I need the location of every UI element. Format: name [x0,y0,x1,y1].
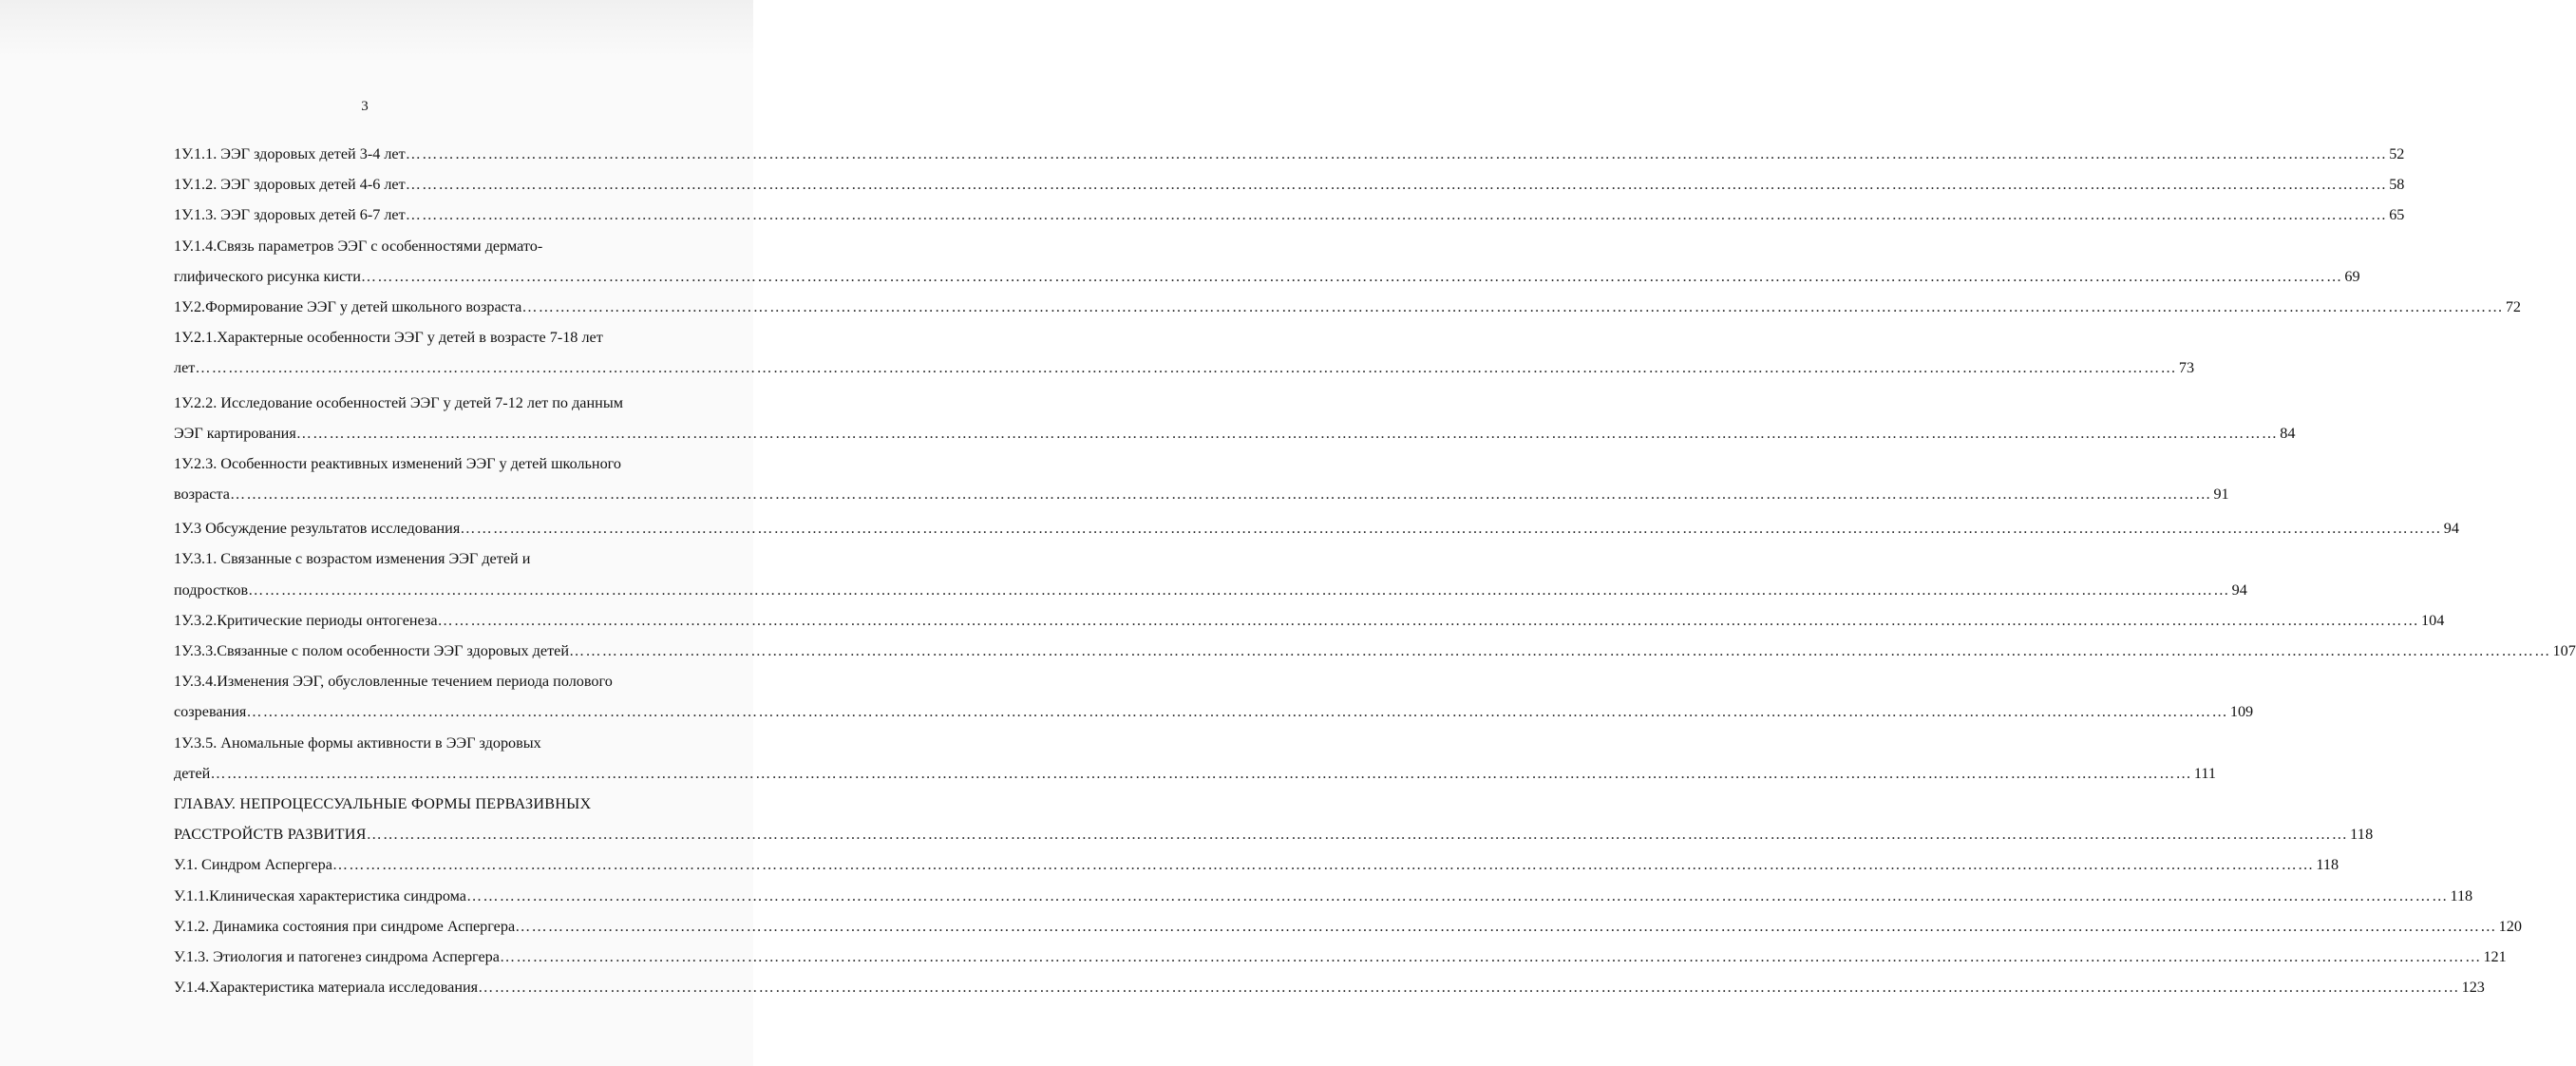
toc-entry-title: 1У.3.3.Связанные с полом особенности ЭЭГ здоровых детей [174,642,570,659]
toc-page-number: 109 [2229,703,2254,721]
dot-leader: ……………………………………………………………………………………………………………………………………………………………………………………………………………………………………………………………………………………………………………………………… [405,206,2388,224]
toc-page-number: 73 [2178,359,2195,377]
toc-entry-line [174,666,706,696]
toc-entry-continuation [174,575,2247,605]
toc-page-number: 118 [2350,826,2374,844]
dot-leader: ……………………………………………………………………………………………………………………………………………………………………………………………………………………………………………………………………………………………………………………………… [405,145,2388,162]
toc-entry-title: У.1.2. Динамика состояния при синдроме Аспергера [174,917,516,935]
toc-entry-title: 1У.2.3. Особенности реактивных изменений ЭЭГ у детей школьного [174,454,622,472]
toc-entry-continuation [174,758,2216,789]
toc-entry-title: 1У.1.4.Связь параметров ЭЭГ с особенностями дермато- [174,237,543,255]
dot-leader: ……………………………………………………………………………………………………………………………………………………………………………………………………………………………………………………………………………………………………………………………… [229,485,2212,504]
dot-leader: ……………………………………………………………………………………………………………………………………………………………………………………………………………………………………………………………………………………………………………………………… [210,764,2192,782]
toc-entry-title: 1У.1.3. ЭЭГ здоровых детей 6-7 лет [174,206,406,224]
dot-leader: ……………………………………………………………………………………………………………………………………………………………………………………………………………………………………………………………………………………………………………………………… [331,856,2315,874]
toc-page-number: 111 [2193,764,2216,782]
toc-page-number: 120 [2498,917,2522,935]
dot-leader: ……………………………………………………………………………………………………………………………………………………………………………………………………………………………………………………………………………………………………………………………… [515,917,2497,935]
toc-entry-title: 1У.3.1. Связанные с возрастом изменения ЭЭГ детей и [174,550,531,568]
toc-entry-title: 1У.3.2.Критические периоды онтогенеза [174,611,438,629]
dot-leader: ……………………………………………………………………………………………………………………………………………………………………………………………………………………………………………………………………………………………………………………………… [569,642,2551,659]
toc-page-number: 107 [2552,642,2576,659]
toc-entry-title: глифического рисунка кисти [174,267,361,285]
toc-entry-line [174,322,706,352]
toc-entry [174,605,2445,636]
toc-entry-title: 1У.3 Обсуждение результатов исследования [174,520,461,538]
toc-entry [174,139,2405,169]
dot-leader: ……………………………………………………………………………………………………………………………………………………………………………………………………………………………………………………………………………………………………………………………… [499,947,2482,965]
toc-page-number: 52 [2389,145,2405,162]
toc-entry-title: У.1. Синдром Аспергера [174,856,332,874]
toc-page-number: 118 [2316,856,2339,874]
toc-entry-title: 1У.2.Формирование ЭЭГ у детей школьного возраста [174,297,522,315]
scan-shadow [0,0,753,57]
toc-entry-line [174,388,706,418]
dot-leader: ……………………………………………………………………………………………………………………………………………………………………………………………………………………………………………………………………………………………………………………………… [465,886,2449,904]
toc-entry [174,972,2485,1002]
toc-page-number: 65 [2389,206,2405,224]
toc-entry [174,169,2405,200]
toc-entry [174,200,2405,230]
toc-page-number: 94 [2443,520,2459,538]
dot-leader: ……………………………………………………………………………………………………………………………………………………………………………………………………………………………………………………………………………………………………………………………… [478,979,2460,997]
chapter-heading-continuation [174,819,2374,849]
toc-entry-title: ГЛАВАУ. НЕПРОЦЕССУАЛЬНЫЕ ФОРМЫ ПЕРВАЗИВНЫХ [174,794,592,812]
table-of-contents [174,139,2576,1002]
toc-page-number: 72 [2505,297,2522,315]
toc-entry-title: детей [174,764,211,782]
toc-entry-title: 1У.1.2. ЭЭГ здоровых детей 4-6 лет [174,176,406,194]
dot-leader: ……………………………………………………………………………………………………………………………………………………………………………………………………………………………………………………………………………………………………………………………… [460,520,2442,538]
toc-entry-title: 1У.2.1.Характерные особенности ЭЭГ у детей в возрасте 7-18 лет [174,329,603,347]
toc-page-number: 84 [2280,424,2296,442]
toc-entry-title: созревания [174,703,247,721]
toc-entry-line [174,231,706,261]
dot-leader: ……………………………………………………………………………………………………………………………………………………………………………………………………………………………………………………………………………………………………………………………… [248,581,2230,599]
toc-entry-title: У.1.3. Этиология и патогенез синдрома Аспергера [174,947,500,965]
dot-leader: ……………………………………………………………………………………………………………………………………………………………………………………………………………………………………………………………………………………………………………………………… [521,297,2504,315]
toc-entry [174,881,2473,911]
dot-leader: ……………………………………………………………………………………………………………………………………………………………………………………………………………………………………………………………………………………………………………………………… [437,611,2420,629]
toc-entry-title: У.1.4.Характеристика материала исследования [174,979,479,997]
toc-entry-title: подростков [174,581,249,599]
dot-leader: ……………………………………………………………………………………………………………………………………………………………………………………………………………………………………………………………………………………………………………………………… [366,826,2349,844]
page-number: 3 [361,99,369,114]
toc-page-number: 118 [2450,886,2473,904]
dot-leader: ……………………………………………………………………………………………………………………………………………………………………………………………………………………………………………………………………………………………………………………………… [360,267,2343,285]
toc-entry [174,636,2576,666]
toc-entry-continuation [174,261,2360,292]
toc-entry-title: ЭЭГ картирования [174,424,296,442]
dot-leader: ……………………………………………………………………………………………………………………………………………………………………………………………………………………………………………………………………………………………………………………………… [405,176,2388,194]
toc-entry-line [174,728,706,758]
dot-leader: ……………………………………………………………………………………………………………………………………………………………………………………………………………………………………………………………………………………………………………………………… [246,703,2228,721]
toc-page-number: 104 [2421,611,2445,629]
toc-entry-continuation [174,696,2254,727]
toc-entry-continuation [174,418,2296,448]
toc-page-number: 123 [2461,979,2485,997]
toc-entry-title: 1У.1.1. ЭЭГ здоровых детей 3-4 лет [174,145,406,162]
toc-entry-title: РАССТРОЙСТВ РАЗВИТИЯ [174,826,367,844]
toc-page-number: 91 [2213,485,2229,504]
toc-entry-title: возраста [174,485,230,504]
toc-page-number: 121 [2483,947,2507,965]
toc-entry-title: лет [174,359,196,377]
toc-entry-line [174,448,706,479]
toc-entry-title: 1У.3.5. Аномальные формы активности в ЭЭГ здоровых [174,733,541,752]
toc-entry-line [174,543,706,574]
toc-page-number: 69 [2344,267,2360,285]
toc-entry-continuation [174,479,2229,509]
toc-page-number: 94 [2231,581,2247,599]
toc-entry-continuation [174,352,2195,383]
toc-entry [174,911,2522,942]
dot-leader: ……………………………………………………………………………………………………………………………………………………………………………………………………………………………………………………………………………………………………………………………… [195,359,2177,377]
toc-page-number: 58 [2389,176,2405,194]
toc-entry [174,513,2459,543]
toc-entry-title: У.1.1.Клиническая характеристика синдрома [174,886,466,904]
chapter-heading [174,789,706,819]
toc-entry [174,942,2507,972]
toc-entry-title: 1У.2.2. Исследование особенностей ЭЭГ у детей 7-12 лет по данным [174,393,623,411]
toc-entry-title: 1У.3.4.Изменения ЭЭГ, обусловленные течением периода полового [174,673,613,691]
dot-leader: ……………………………………………………………………………………………………………………………………………………………………………………………………………………………………………………………………………………………………………………………… [295,424,2279,442]
toc-entry [174,849,2339,880]
toc-entry [174,292,2522,322]
